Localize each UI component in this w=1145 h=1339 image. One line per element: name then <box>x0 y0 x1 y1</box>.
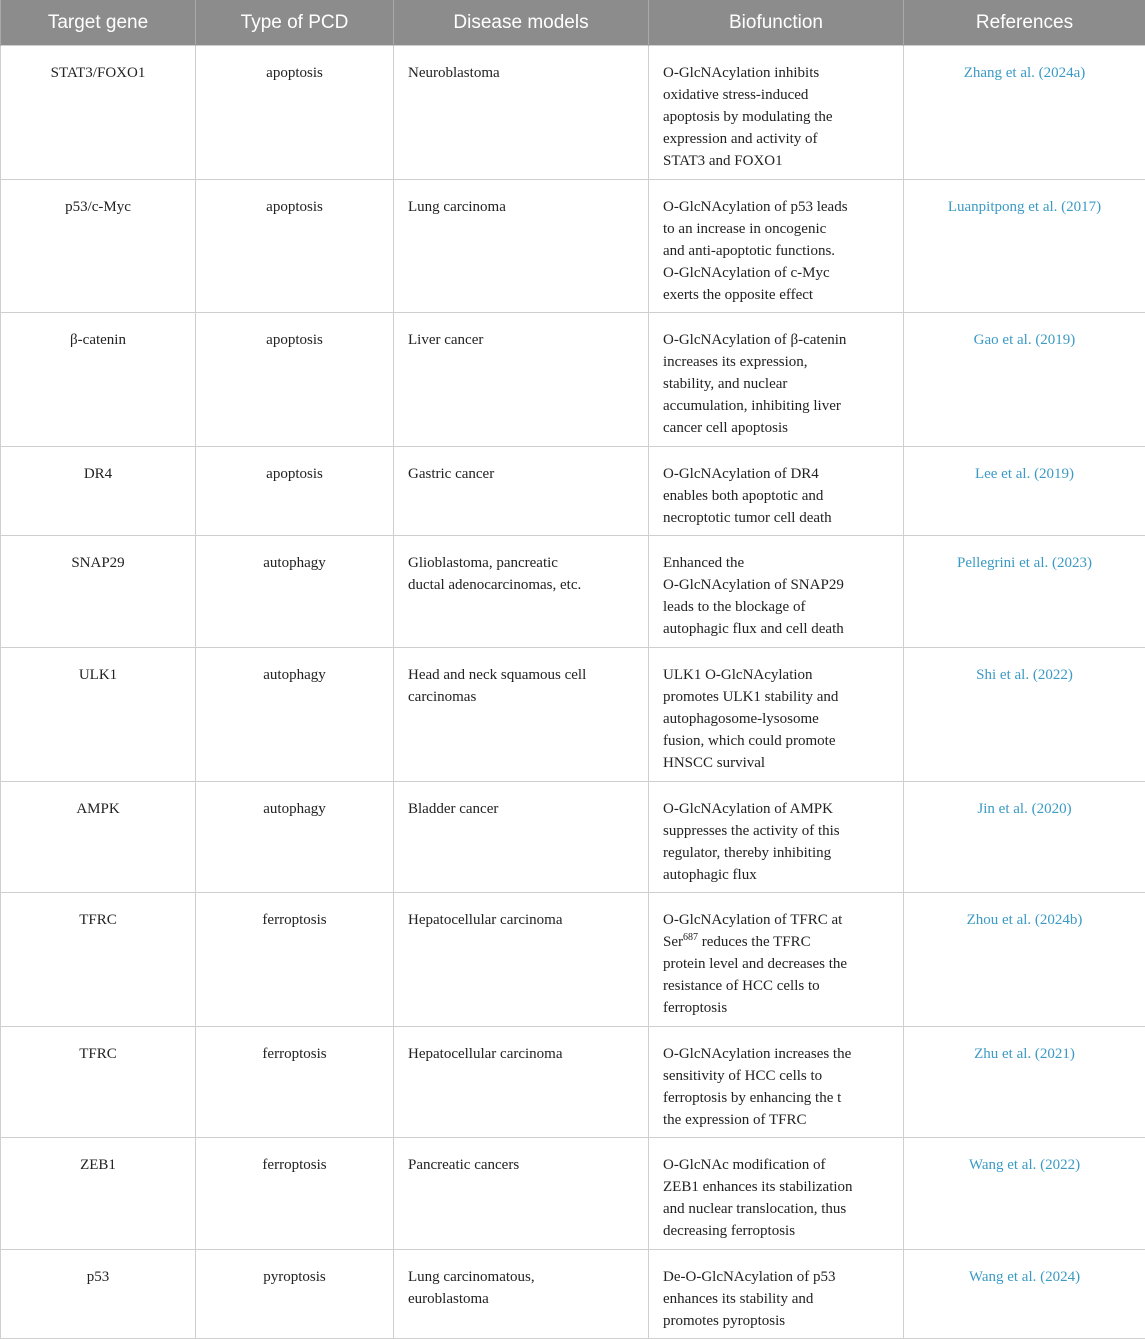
cell-pcd-type: apoptosis <box>196 46 394 180</box>
cell-pcd-type: apoptosis <box>196 313 394 447</box>
cell-target-gene: SNAP29 <box>1 536 196 648</box>
cell-target-gene: STAT3/FOXO1 <box>1 46 196 180</box>
cell-biofunction: Enhanced the O-GlcNAcylation of SNAP29 leads to the blockage of autophagic flux and cell death <box>649 536 904 648</box>
table-row <box>1 1138 1145 1250</box>
cell-target-gene: p53 <box>1 1250 196 1339</box>
table-row <box>1 536 1145 648</box>
cell-pcd-type: apoptosis <box>196 180 394 313</box>
header-target-gene: Target gene <box>1 0 196 46</box>
table-row <box>1 893 1145 1027</box>
cell-biofunction <box>649 893 904 1027</box>
table-header <box>1 0 1145 46</box>
cell-target-gene: ZEB1 <box>1 1138 196 1250</box>
cell-disease-model: Neuroblastoma <box>394 46 649 180</box>
cell-target-gene: AMPK <box>1 782 196 893</box>
cell-target-gene: TFRC <box>1 1027 196 1138</box>
cell-pcd-type: apoptosis <box>196 447 394 536</box>
cell-disease-model: Bladder cancer <box>394 782 649 893</box>
table-body <box>1 46 1145 1339</box>
cell-reference-link[interactable]: Luanpitpong et al. (2017) <box>904 180 1145 313</box>
biofunction-text-part: reduces the TFRC protein level and decreases the resistance of HCC cells to ferroptosis <box>663 934 847 1016</box>
cell-disease-model: Glioblastoma, pancreatic ductal adenocarcinomas, etc. <box>394 536 649 648</box>
table-row <box>1 46 1145 180</box>
table-row <box>1 1250 1145 1339</box>
table-row <box>1 1027 1145 1138</box>
cell-disease-model: Gastric cancer <box>394 447 649 536</box>
cell-biofunction: O-GlcNAcylation increases the sensitivity of HCC cells to ferroptosis by enhancing the t the expression of TFRC <box>649 1027 904 1138</box>
header-type-of-pcd: Type of PCD <box>196 0 394 46</box>
residue-superscript: 687 <box>683 932 698 943</box>
cell-reference-link[interactable]: Shi et al. (2022) <box>904 648 1145 782</box>
cell-biofunction: ULK1 O-GlcNAcylation promotes ULK1 stability and autophagosome-lysosome fusion, which could promote HNSCC survival <box>649 648 904 782</box>
cell-target-gene: TFRC <box>1 893 196 1027</box>
cell-disease-model: Pancreatic cancers <box>394 1138 649 1250</box>
cell-target-gene: ULK1 <box>1 648 196 782</box>
biofunction-text-part: O-GlcNAcylation of TFRC at Ser <box>663 912 842 950</box>
cell-biofunction: O-GlcNAcylation of β-catenin increases its expression, stability, and nuclear accumulation, inhibiting liver cancer cell apoptosis <box>649 313 904 447</box>
cell-reference-link[interactable]: Zhu et al. (2021) <box>904 1027 1145 1138</box>
table-row <box>1 180 1145 313</box>
table-row <box>1 313 1145 447</box>
cell-biofunction: O-GlcNAcylation inhibits oxidative stress-induced apoptosis by modulating the expression and activity of STAT3 and FOXO1 <box>649 46 904 180</box>
cell-pcd-type: ferroptosis <box>196 893 394 1027</box>
cell-target-gene: DR4 <box>1 447 196 536</box>
cell-biofunction: O-GlcNAcylation of AMPK suppresses the activity of this regulator, thereby inhibiting autophagic flux <box>649 782 904 893</box>
cell-disease-model: Hepatocellular carcinoma <box>394 1027 649 1138</box>
cell-disease-model: Lung carcinoma <box>394 180 649 313</box>
header-biofunction: Biofunction <box>649 0 904 46</box>
table-row <box>1 447 1145 536</box>
cell-reference-link[interactable]: Wang et al. (2024) <box>904 1250 1145 1339</box>
cell-disease-model: Hepatocellular carcinoma <box>394 893 649 1027</box>
header-references: References <box>904 0 1145 46</box>
cell-pcd-type: autophagy <box>196 648 394 782</box>
cell-disease-model: Head and neck squamous cell carcinomas <box>394 648 649 782</box>
cell-pcd-type: ferroptosis <box>196 1027 394 1138</box>
cell-pcd-type: autophagy <box>196 782 394 893</box>
cell-reference-link[interactable]: Zhou et al. (2024b) <box>904 893 1145 1027</box>
cell-reference-link[interactable]: Lee et al. (2019) <box>904 447 1145 536</box>
cell-pcd-type: pyroptosis <box>196 1250 394 1339</box>
cell-pcd-type: autophagy <box>196 536 394 648</box>
cell-reference-link[interactable]: Wang et al. (2022) <box>904 1138 1145 1250</box>
table-row <box>1 782 1145 893</box>
cell-target-gene: β-catenin <box>1 313 196 447</box>
cell-reference-link[interactable]: Jin et al. (2020) <box>904 782 1145 893</box>
cell-biofunction: O-GlcNAc modification of ZEB1 enhances its stabilization and nuclear translocation, thus decreasing ferroptosis <box>649 1138 904 1250</box>
cell-reference-link[interactable]: Pellegrini et al. (2023) <box>904 536 1145 648</box>
cell-biofunction: O-GlcNAcylation of DR4 enables both apoptotic and necroptotic tumor cell death <box>649 447 904 536</box>
header-disease-models: Disease models <box>394 0 649 46</box>
cell-biofunction: O-GlcNAcylation of p53 leads to an increase in oncogenic and anti-apoptotic functions. O-GlcNAcylation of c-Myc exerts the opposite effect <box>649 180 904 313</box>
cell-pcd-type: ferroptosis <box>196 1138 394 1250</box>
cell-reference-link[interactable]: Zhang et al. (2024a) <box>904 46 1145 180</box>
cell-disease-model: Liver cancer <box>394 313 649 447</box>
cell-reference-link[interactable]: Gao et al. (2019) <box>904 313 1145 447</box>
cell-disease-model: Lung carcinomatous, euroblastoma <box>394 1250 649 1339</box>
table-row <box>1 648 1145 782</box>
cell-biofunction: De-O-GlcNAcylation of p53 enhances its stability and promotes pyroptosis <box>649 1250 904 1339</box>
cell-target-gene: p53/c-Myc <box>1 180 196 313</box>
